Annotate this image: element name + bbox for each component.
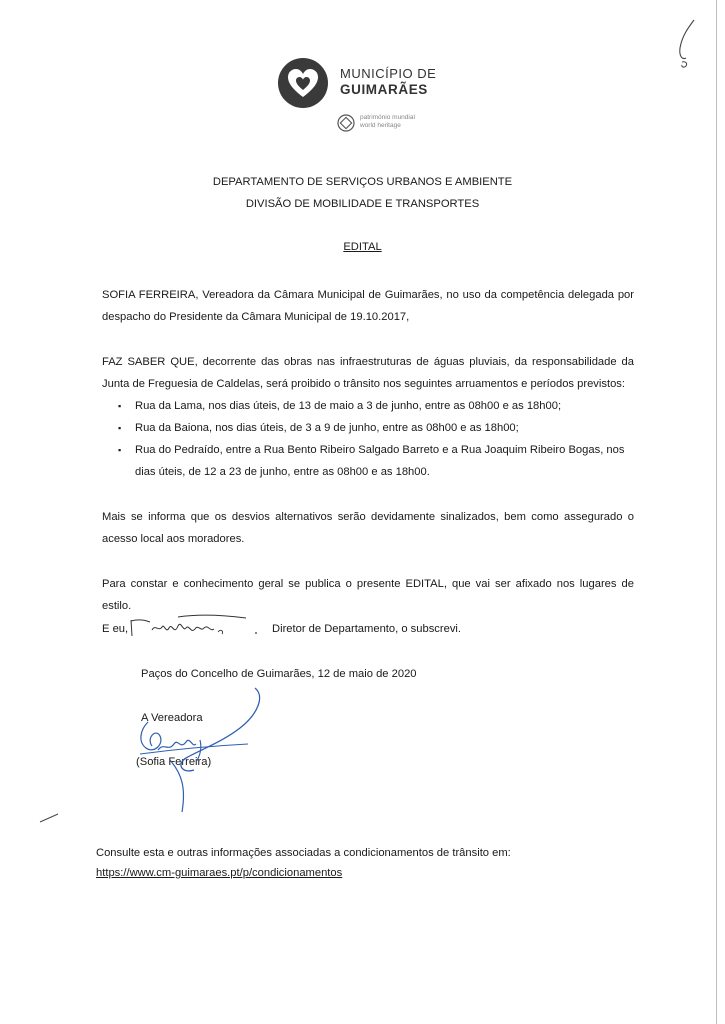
- vereadora-signature: [130, 684, 275, 816]
- eu-label: E eu,: [102, 623, 129, 635]
- consult-text: Consulte esta e outras informações associadas a condicionamentos de trânsito em:: [96, 847, 511, 859]
- heritage-line1: património mundial: [360, 114, 415, 121]
- signatory-role: A Vereadora: [141, 712, 203, 724]
- conditions-link[interactable]: https://www.cm-guimaraes.pt/p/condicionamentos: [96, 867, 343, 879]
- world-heritage-text: [360, 114, 415, 129]
- municipality-heart-logo-icon: [277, 57, 329, 109]
- logo-text-line1: MUNICÍPIO DE: [340, 66, 437, 81]
- director-statement: Diretor de Departamento, o subscrevi.: [272, 623, 462, 635]
- margin-pencil-mark: [38, 812, 60, 824]
- publication-paragraph: Para constar e conhecimento geral se publica o presente EDITAL, que vai ser afixado nos lugares de estilo.: [102, 578, 634, 612]
- logo-text-line2: GUIMARÃES: [340, 82, 428, 97]
- department-title: DEPARTAMENTO DE SERVIÇOS URBANOS E AMBIENTE: [212, 176, 513, 188]
- edital-title: EDITAL: [343, 241, 382, 253]
- list-item: ▪ Rua da Lama, nos dias úteis, de 13 de maio a 3 de junho, entre as 08h00 e as 18h00;: [118, 395, 638, 417]
- intro-paragraph: SOFIA FERREIRA, Vereadora da Câmara Municipal de Guimarães, no uso da competência delegada por despacho do Presidente da Câmara Municipal de 19.10.2017,: [102, 289, 634, 323]
- director-signature: [128, 612, 268, 642]
- restriction-list: [118, 395, 638, 483]
- scan-edge-line: [716, 0, 717, 1024]
- signatory-name: (Sofia Ferreira): [136, 756, 212, 768]
- list-item: ▪ Rua da Baiona, nos dias úteis, de 3 a 9 de junho, entre as 08h00 e as 18h00;: [118, 417, 638, 439]
- detours-paragraph: Mais se informa que os desvios alternativos serão devidamente sinalizados, bem como assegurado o acesso local aos moradores.: [102, 511, 634, 545]
- place-date: Paços do Concelho de Guimarães, 12 de maio de 2020: [141, 668, 417, 680]
- division-title: DIVISÃO DE MOBILIDADE E TRANSPORTES: [245, 198, 480, 210]
- handwritten-corner-mark: [672, 18, 698, 70]
- heritage-line2: world heritage: [360, 121, 401, 129]
- notice-paragraph: FAZ SABER QUE, decorrente das obras nas infraestruturas de águas pluviais, da responsabilidade da Junta de Freguesia de Caldelas, será proibido o trânsito nos seguintes arruamentos e períodos previstos:: [102, 356, 634, 390]
- list-item: ▪ Rua do Pedraído, entre a Rua Bento Ribeiro Salgado Barreto e a Rua Joaquim Ribeiro Bogas, nos dias úteis, de 12 a 23 de junho, entre as 08h00 e as 18h00.: [118, 439, 638, 483]
- world-heritage-emblem-icon: [337, 114, 355, 132]
